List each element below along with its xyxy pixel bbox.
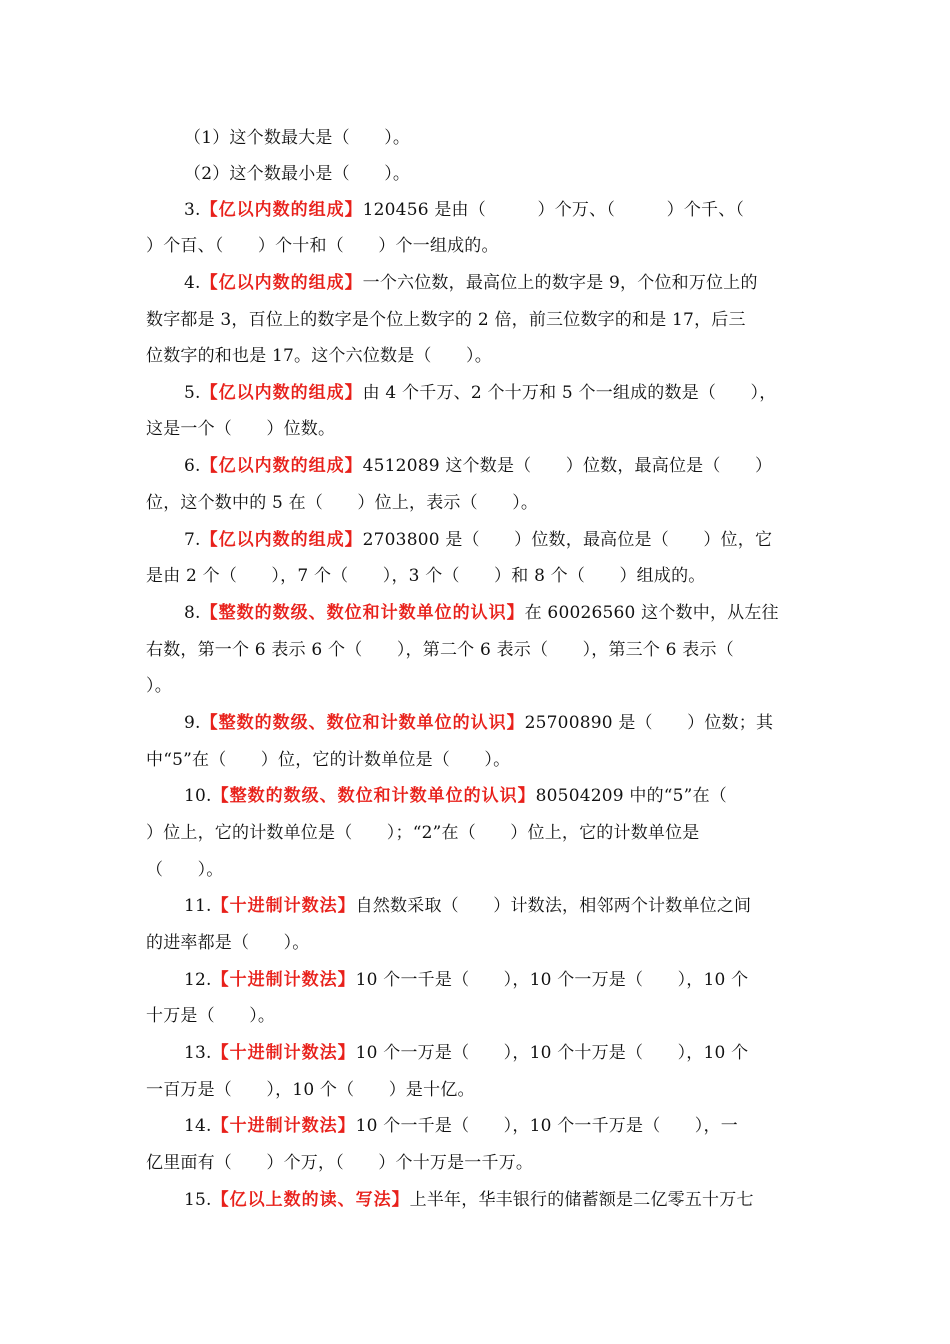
question-number: 7. <box>184 530 201 550</box>
knowledge-tag: 【十进制计数法】 <box>211 896 356 916</box>
question-7-line-1 <box>184 522 810 558</box>
question-10-line-2 <box>146 815 810 851</box>
question-number: 4. <box>184 273 201 293</box>
line-text: 的进率都是（ ）。 <box>146 933 310 953</box>
line-text: 一百万是（ ），10 个（ ）是十亿。 <box>146 1080 475 1100</box>
line-text: 是由 2 个（ ），7 个（ ），3 个（ ）和 8 个（ ）组成的。 <box>146 566 706 586</box>
question-14-line-1 <box>184 1108 810 1144</box>
question-text: 10 个一万是（ ），10 个十万是（ ），10 个 <box>355 1043 749 1063</box>
question-number: 8. <box>184 603 201 623</box>
line-text: ）个百、（ ）个十和（ ）个一组成的。 <box>146 236 499 256</box>
line-text: 这是一个（ ）位数。 <box>146 419 336 439</box>
line-text: （2）这个数最小是（ ）。 <box>184 164 411 184</box>
question-6-line-1 <box>184 448 810 484</box>
question-number: 5. <box>184 383 201 403</box>
question-7-line-2 <box>146 558 810 594</box>
question-11-line-2 <box>146 925 810 961</box>
knowledge-tag: 【亿以上数的读、写法】 <box>211 1190 410 1210</box>
question-3-line-1 <box>184 192 810 228</box>
question-4-line-1 <box>184 265 810 301</box>
question-number: 10. <box>184 786 212 806</box>
line-text: （1）这个数最大是（ ）。 <box>184 128 411 148</box>
question-line-1 <box>184 120 810 156</box>
question-number: 12. <box>184 970 212 990</box>
line-text: 亿里面有（ ）个万，（ ）个十万是一千万。 <box>146 1153 534 1173</box>
question-text: 4512089 这个数是（ ）位数，最高位是（ ） <box>362 456 773 476</box>
question-line-2 <box>184 156 810 192</box>
question-text: 在 60026560 这个数中，从左往 <box>524 603 779 623</box>
question-4-line-2 <box>146 302 810 338</box>
line-text: （ ）。 <box>146 860 224 880</box>
knowledge-tag: 【亿以内数的组成】 <box>200 456 363 476</box>
question-text: 25700890 是（ ）位数；其 <box>524 713 774 733</box>
knowledge-tag: 【整数的数级、数位和计数单位的认识】 <box>200 713 525 733</box>
knowledge-tag: 【亿以内数的组成】 <box>200 383 363 403</box>
line-text: ）位上，它的计数单位是（ ）；“2”在（ ）位上，它的计数单位是 <box>146 823 700 843</box>
question-3-line-2 <box>146 228 810 264</box>
question-text: 10 个一千是（ ），10 个一千万是（ ），一 <box>355 1116 738 1136</box>
knowledge-tag: 【十进制计数法】 <box>211 1043 356 1063</box>
question-text: 80504209 中的“5”在（ <box>535 786 727 806</box>
question-10-line-3 <box>146 852 810 888</box>
question-text: 10 个一千是（ ），10 个一万是（ ），10 个 <box>355 970 749 990</box>
question-11-line-1 <box>184 888 810 924</box>
question-text: 一个六位数，最高位上的数字是 9，个位和万位上的 <box>362 273 758 293</box>
question-10-line-1 <box>184 778 810 814</box>
line-text: 数字都是 3，百位上的数字是个位上数字的 2 倍，前三位数字的和是 17，后三 <box>146 310 746 330</box>
knowledge-tag: 【亿以内数的组成】 <box>200 273 363 293</box>
question-number: 14. <box>184 1116 212 1136</box>
question-text: 自然数采取（ ）计数法，相邻两个计数单位之间 <box>355 896 752 916</box>
question-6-line-2 <box>146 485 810 521</box>
question-5-line-2 <box>146 411 810 447</box>
question-9-line-1 <box>184 705 810 741</box>
question-12-line-1 <box>184 962 810 998</box>
question-4-line-3 <box>146 338 810 374</box>
question-number: 15. <box>184 1190 212 1210</box>
question-8-line-2 <box>146 632 810 668</box>
question-12-line-2 <box>146 998 810 1034</box>
knowledge-tag: 【亿以内数的组成】 <box>200 530 363 550</box>
question-13-line-1 <box>184 1035 810 1071</box>
knowledge-tag: 【十进制计数法】 <box>211 970 356 990</box>
line-text: 右数，第一个 6 表示 6 个（ ），第二个 6 表示（ ），第三个 6 表示（ <box>146 640 734 660</box>
question-text: 上半年，华丰银行的储蓄额是二亿零五十万七 <box>409 1190 754 1210</box>
line-text: 位数字的和也是 17。这个六位数是（ ）。 <box>146 346 492 366</box>
question-number: 9. <box>184 713 201 733</box>
knowledge-tag: 【十进制计数法】 <box>211 1116 356 1136</box>
knowledge-tag: 【亿以内数的组成】 <box>200 200 363 220</box>
question-number: 11. <box>184 896 212 916</box>
question-13-line-2 <box>146 1072 810 1108</box>
question-5-line-1 <box>184 375 810 411</box>
line-text: 位，这个数中的 5 在（ ）位上，表示（ ）。 <box>146 493 539 513</box>
question-15-line-1 <box>184 1182 810 1218</box>
knowledge-tag: 【整数的数级、数位和计数单位的认识】 <box>211 786 536 806</box>
question-text: 120456 是由（ ）个万、（ ）个千、（ <box>362 200 745 220</box>
question-14-line-2 <box>146 1145 810 1181</box>
line-text: 十万是（ ）。 <box>146 1006 276 1026</box>
question-8-line-3 <box>146 668 810 704</box>
question-number: 6. <box>184 456 201 476</box>
question-number: 13. <box>184 1043 212 1063</box>
line-text: 中“5”在（ ）位，它的计数单位是（ ）。 <box>146 750 511 770</box>
question-9-line-2 <box>146 742 810 778</box>
question-number: 3. <box>184 200 201 220</box>
line-text: ）。 <box>146 676 172 696</box>
knowledge-tag: 【整数的数级、数位和计数单位的认识】 <box>200 603 525 623</box>
question-8-line-1 <box>184 595 810 631</box>
question-text: 由 4 个千万、2 个十万和 5 个一组成的数是（ ）， <box>362 383 777 403</box>
question-text: 2703800 是（ ）位数，最高位是（ ）位，它 <box>362 530 773 550</box>
